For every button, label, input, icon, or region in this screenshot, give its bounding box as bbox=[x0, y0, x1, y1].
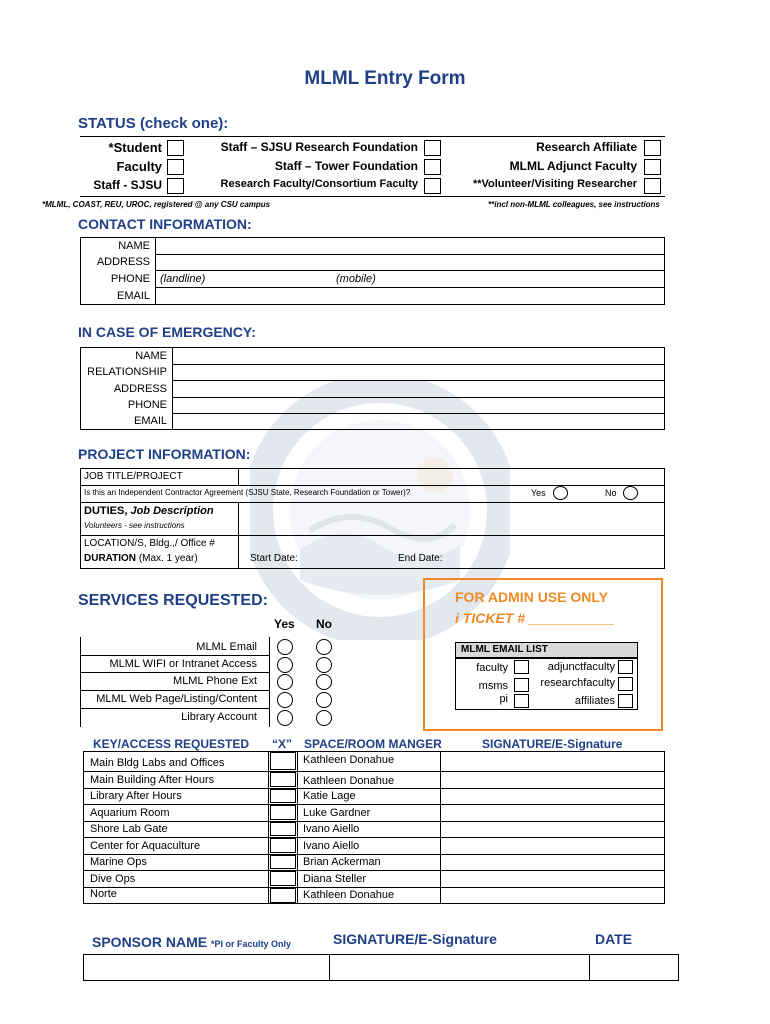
keys-x-heading: “X” bbox=[272, 737, 293, 751]
service-email-yes-radio[interactable] bbox=[277, 639, 293, 655]
key-row-manager: Kathleen Donahue bbox=[303, 775, 395, 787]
status-research-affiliate-checkbox[interactable] bbox=[644, 140, 661, 156]
key-row-label: Dive Ops bbox=[90, 873, 136, 885]
key-row-manager: Diana Steller bbox=[303, 873, 366, 885]
admin-ticket: i TICKET # ___________ bbox=[455, 610, 615, 626]
duration-label: DURATION bbox=[84, 553, 137, 564]
status-heading: STATUS (check one): bbox=[78, 115, 229, 132]
services-heading: SERVICES REQUESTED: bbox=[78, 592, 268, 609]
duration-row bbox=[84, 553, 198, 564]
emergency-table bbox=[80, 347, 665, 430]
admin-pi-label: pi bbox=[499, 693, 508, 705]
key-row-manager: Ivano Aiello bbox=[303, 823, 360, 835]
sponsor-date-field[interactable] bbox=[590, 955, 678, 980]
sponsor-heading bbox=[92, 934, 291, 950]
page-title: MLML Entry Form bbox=[304, 68, 466, 89]
key-row-label: Library After Hours bbox=[90, 790, 182, 802]
email-list-label: MLML EMAIL LIST bbox=[461, 644, 548, 655]
sponsor-date-heading: DATE bbox=[595, 931, 633, 947]
service-email-no-radio[interactable] bbox=[316, 639, 332, 655]
contractor-yes-radio[interactable] bbox=[553, 486, 568, 500]
keys-space-heading: SPACE/ROOM MANGER bbox=[304, 737, 442, 751]
admin-pi-checkbox[interactable] bbox=[514, 694, 529, 708]
status-note-left: *MLML, COAST, REU, UROC, registered @ any CSU campus bbox=[42, 200, 271, 209]
key-norte-x[interactable] bbox=[270, 888, 296, 903]
duties-label bbox=[84, 505, 214, 517]
key-row-manager: Kathleen Donahue bbox=[303, 889, 395, 901]
status-sjsu-rf-label: Staff – SJSU Research Foundation bbox=[220, 140, 418, 154]
status-research-faculty-label: Research Faculty/Consortium Faculty bbox=[220, 178, 418, 190]
contact-name-field[interactable] bbox=[156, 238, 664, 253]
service-library-yes-radio[interactable] bbox=[277, 710, 293, 726]
duration-sub: (Max. 1 year) bbox=[138, 553, 198, 564]
status-staff-sjsu-checkbox[interactable] bbox=[167, 178, 184, 194]
status-tower-label: Staff – Tower Foundation bbox=[274, 159, 418, 173]
services-yes-header: Yes bbox=[274, 617, 295, 631]
status-volunteer-checkbox[interactable] bbox=[644, 178, 661, 194]
status-adjunct-checkbox[interactable] bbox=[644, 159, 661, 175]
job-title-label: JOB TITLE/PROJECT bbox=[84, 471, 183, 482]
status-research-affiliate-label: Research Affiliate bbox=[536, 140, 637, 154]
contractor-no-radio[interactable] bbox=[623, 486, 638, 500]
service-wifi-yes-radio[interactable] bbox=[277, 657, 293, 673]
service-library-no-radio[interactable] bbox=[316, 710, 332, 726]
keys-heading: KEY/ACCESS REQUESTED bbox=[93, 737, 250, 751]
status-student-checkbox[interactable] bbox=[167, 140, 184, 156]
sponsor-sub: *PI or Faculty Only bbox=[211, 939, 292, 949]
key-row-manager: Ivano Aiello bbox=[303, 840, 360, 852]
status-volunteer-label: **Volunteer/Visiting Researcher bbox=[472, 178, 637, 190]
admin-msms-checkbox[interactable] bbox=[514, 678, 529, 692]
key-main-after-hours-x[interactable] bbox=[270, 772, 296, 787]
service-phone-label: MLML Phone Ext bbox=[173, 675, 257, 687]
emergency-email-label: EMAIL bbox=[133, 415, 167, 427]
location-label: LOCATION/S, Bldg.,/ Office # bbox=[84, 538, 215, 549]
duties-text: DUTIES, bbox=[84, 505, 128, 517]
service-phone-yes-radio[interactable] bbox=[277, 674, 293, 690]
contact-name-label: NAME bbox=[118, 240, 150, 252]
service-email-label: MLML Email bbox=[196, 641, 257, 653]
service-web-no-radio[interactable] bbox=[316, 692, 332, 708]
duties-italic: Job Description bbox=[130, 505, 214, 517]
emergency-relationship-label: RELATIONSHIP bbox=[87, 366, 167, 378]
status-staff-sjsu-label: Staff - SJSU bbox=[93, 178, 162, 192]
contact-address-field[interactable] bbox=[156, 255, 664, 269]
service-wifi-no-radio[interactable] bbox=[316, 657, 332, 673]
sponsor-title: SPONSOR NAME bbox=[92, 934, 208, 950]
status-student-label: *Student bbox=[108, 140, 162, 155]
end-date-label: End Date: bbox=[398, 553, 443, 564]
admin-affiliates-checkbox[interactable] bbox=[618, 694, 633, 708]
key-dive-ops-x[interactable] bbox=[270, 871, 296, 886]
contact-heading: CONTACT INFORMATION: bbox=[78, 216, 252, 232]
project-heading: PROJECT INFORMATION: bbox=[78, 446, 251, 462]
admin-affiliates-label: affiliates bbox=[574, 695, 615, 707]
key-library-x[interactable] bbox=[270, 789, 296, 803]
service-web-yes-radio[interactable] bbox=[277, 692, 293, 708]
admin-faculty-label: faculty bbox=[476, 662, 508, 674]
key-aquaculture-x[interactable] bbox=[270, 838, 296, 853]
key-row-manager: Katie Lage bbox=[303, 790, 356, 802]
emergency-heading: IN CASE OF EMERGENCY: bbox=[78, 324, 256, 340]
service-web-label: MLML Web Page/Listing/Content bbox=[96, 693, 257, 705]
admin-adjunct-checkbox[interactable] bbox=[618, 660, 633, 674]
status-note-right: **incl non-MLML colleagues, see instructions bbox=[488, 200, 660, 209]
contact-email-field[interactable] bbox=[156, 288, 664, 304]
contact-email-label: EMAIL bbox=[116, 290, 150, 302]
admin-adjunct-label: adjunctfaculty bbox=[547, 661, 615, 673]
key-row-manager: Luke Gardner bbox=[303, 807, 371, 819]
key-row-label: Norte bbox=[90, 888, 117, 900]
services-no-header: No bbox=[316, 617, 332, 631]
emergency-phone-label: PHONE bbox=[127, 399, 167, 411]
key-row-label: Main Building After Hours bbox=[90, 774, 215, 786]
sponsor-name-field[interactable] bbox=[84, 955, 328, 980]
service-library-label: Library Account bbox=[181, 711, 257, 723]
admin-research-checkbox[interactable] bbox=[618, 677, 633, 691]
emergency-address-label: ADDRESS bbox=[113, 383, 167, 395]
admin-msms-label: msms bbox=[478, 680, 508, 692]
status-faculty-label: Faculty bbox=[116, 159, 162, 174]
key-row-label: Marine Ops bbox=[90, 856, 147, 868]
sponsor-sig-heading: SIGNATURE/E-Signature bbox=[333, 931, 497, 947]
service-phone-no-radio[interactable] bbox=[316, 674, 332, 690]
sponsor-signature-field[interactable] bbox=[330, 955, 588, 980]
admin-faculty-checkbox[interactable] bbox=[514, 660, 529, 674]
key-row-label: Shore Lab Gate bbox=[90, 823, 168, 835]
start-date-label: Start Date: bbox=[250, 553, 298, 564]
contractor-no-label: No bbox=[605, 488, 617, 498]
emergency-name-label: NAME bbox=[135, 350, 167, 362]
contact-landline-label: (landline) bbox=[160, 273, 206, 285]
status-tower-checkbox[interactable] bbox=[424, 159, 441, 175]
key-aquarium-x[interactable] bbox=[270, 805, 296, 820]
status-adjunct-label: MLML Adjunct Faculty bbox=[509, 159, 637, 173]
key-row-label: Center for Aquaculture bbox=[90, 840, 201, 852]
contractor-question: Is this an Independent Contractor Agreement (SJSU State, Research Foundation or Tower)? bbox=[84, 488, 411, 497]
contractor-yes-label: Yes bbox=[531, 488, 546, 498]
keys-sig-heading: SIGNATURE/E-Signature bbox=[482, 737, 623, 751]
key-row-manager: Kathleen Donahue bbox=[303, 754, 395, 766]
key-row-manager: Brian Ackerman bbox=[303, 856, 381, 868]
key-main-labs-x[interactable] bbox=[270, 752, 296, 770]
contact-address-label: ADDRESS bbox=[96, 256, 150, 268]
status-research-faculty-checkbox[interactable] bbox=[424, 178, 441, 194]
key-shore-gate-x[interactable] bbox=[270, 822, 296, 836]
admin-research-label: researchfaculty bbox=[540, 677, 615, 689]
contact-phone-label: PHONE bbox=[110, 273, 150, 285]
admin-heading: FOR ADMIN USE ONLY bbox=[455, 589, 608, 605]
service-wifi-label: MLML WIFI or Intranet Access bbox=[109, 658, 257, 670]
duties-sub: Volunteers - see instructions bbox=[84, 521, 185, 530]
status-faculty-checkbox[interactable] bbox=[167, 159, 184, 175]
key-row-label: Aquarium Room bbox=[90, 807, 170, 819]
contact-mobile-label: (mobile) bbox=[336, 273, 376, 285]
key-marine-ops-x[interactable] bbox=[270, 855, 296, 869]
key-row-label: Main Bldg Labs and Offices bbox=[90, 757, 225, 769]
status-sjsu-rf-checkbox[interactable] bbox=[424, 140, 441, 156]
